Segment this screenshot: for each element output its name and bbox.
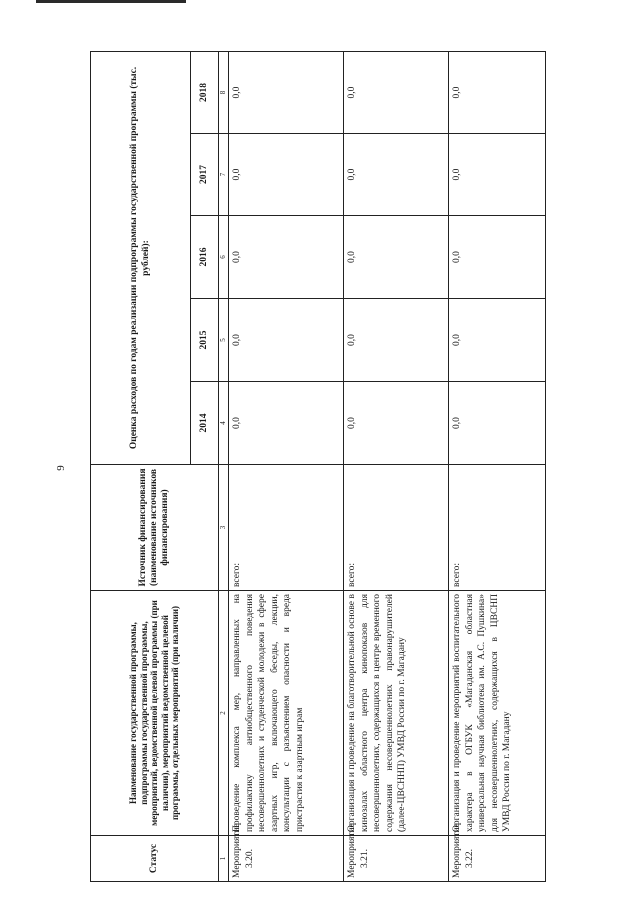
row-value-2018: 0,0 xyxy=(344,51,449,133)
row-status: Мероприятие 3.21. xyxy=(344,836,449,882)
row-funding-source: всего: xyxy=(344,465,449,591)
page-number: 9 xyxy=(54,465,67,471)
table-row xyxy=(229,51,344,881)
column-number: 7 xyxy=(219,134,229,216)
row-status: Мероприятие 3.20. xyxy=(229,836,344,882)
column-number: 8 xyxy=(219,51,229,133)
row-funding-source: всего: xyxy=(449,465,546,591)
row-value-2014: 0,0 xyxy=(229,382,344,465)
header-year-2016: 2016 xyxy=(191,216,219,299)
row-value-2018: 0,0 xyxy=(449,51,546,133)
header-year-2014: 2014 xyxy=(191,382,219,465)
header-funding-source: Источник финансирования (наименование источников финансирования) xyxy=(91,465,219,591)
rotated-table-container xyxy=(90,52,575,882)
expenditure-table xyxy=(90,51,546,882)
row-description: Организация и проведение на благотворительной основе в кинозалах областного центра кинопоказов для несовершеннолетних, содержащихся в центре временного содержания несовершеннолетних правонарушителей (далее-ЦВСННП) УМВД России по г. Магадану xyxy=(344,591,449,836)
column-number: 4 xyxy=(219,382,229,465)
row-value-2015: 0,0 xyxy=(344,299,449,382)
scan-edge-mark xyxy=(36,0,186,3)
header-expense-estimate: Оценка расходов по годам реализации подпрограммы государственной программы (тыс. рублей): xyxy=(91,51,191,464)
row-status: Мероприятие 3.22. xyxy=(449,836,546,882)
row-value-2017: 0,0 xyxy=(344,134,449,216)
row-value-2015: 0,0 xyxy=(229,299,344,382)
header-year-2018: 2018 xyxy=(191,51,219,133)
row-value-2017: 0,0 xyxy=(229,134,344,216)
row-value-2018: 0,0 xyxy=(229,51,344,133)
table-row xyxy=(344,51,449,881)
row-value-2016: 0,0 xyxy=(449,216,546,299)
row-description: Организация и проведение мероприятий воспитательного характера в ОГБУК «Магаданская областная универсальная научная библиотека им. А.С. Пушкина» для несовершеннолетних, содержащихся в ЦВСНП УМВД России по г. Магадану xyxy=(449,591,546,836)
header-year-2015: 2015 xyxy=(191,299,219,382)
header-year-2017: 2017 xyxy=(191,134,219,216)
header-status: Статус xyxy=(91,836,219,882)
row-funding-source: всего: xyxy=(229,465,344,591)
header-program-name: Наименование государственной программы, подпрограммы государственной программы, мероприятий, ведомственной целевой программы (при наличии), мероприятий ведомственной целевой программы, отдельных мероприятий (при наличии) xyxy=(91,591,219,836)
row-value-2017: 0,0 xyxy=(449,134,546,216)
row-value-2014: 0,0 xyxy=(449,382,546,465)
row-value-2016: 0,0 xyxy=(229,216,344,299)
row-description: Проведение комплекса мер, направленных на профилактику антиобщественного поведения несовершеннолетних и студенческой молодежи в сфере азартных игр, включающего беседы, лекции, консультации с разъяснением опасности и вреда пристрастия к азартным играм xyxy=(229,591,344,836)
row-value-2016: 0,0 xyxy=(344,216,449,299)
row-value-2015: 0,0 xyxy=(449,299,546,382)
column-number: 2 xyxy=(219,591,229,836)
column-number: 6 xyxy=(219,216,229,299)
column-number: 3 xyxy=(219,465,229,591)
row-value-2014: 0,0 xyxy=(344,382,449,465)
column-number: 5 xyxy=(219,299,229,382)
column-number-row xyxy=(219,51,229,881)
table-row xyxy=(449,51,546,881)
column-number: 1 xyxy=(219,836,229,882)
